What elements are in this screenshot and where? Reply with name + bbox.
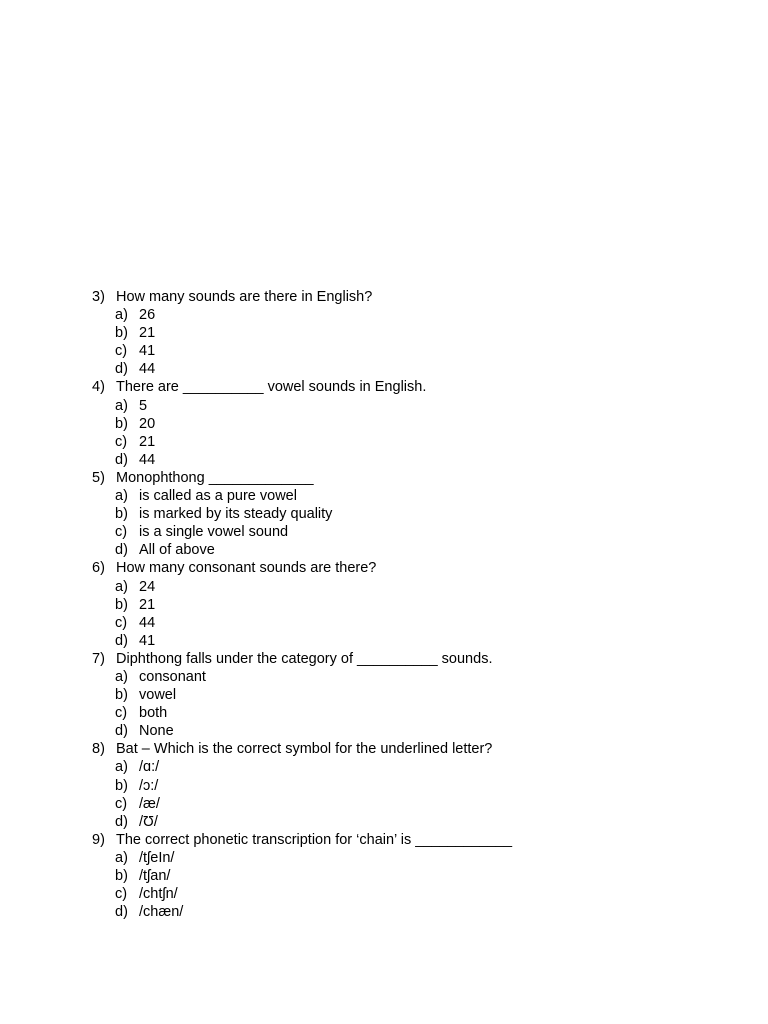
option-text: 26 <box>139 307 156 324</box>
question-text: The correct phonetic transcription for ‘chain’ is ____________ <box>116 831 513 848</box>
option-letter: d) <box>115 632 128 649</box>
option-item <box>92 813 512 831</box>
option-text: is called as a pure vowel <box>139 488 297 505</box>
option-text: /æ/ <box>139 795 160 812</box>
question-item <box>92 288 512 378</box>
question-item <box>92 831 512 921</box>
option-text: All of above <box>139 542 215 559</box>
option-list <box>92 758 512 830</box>
option-text: 41 <box>139 343 156 360</box>
option-text: 21 <box>139 325 156 342</box>
option-text: 44 <box>139 451 156 468</box>
option-item <box>92 614 512 632</box>
option-item <box>92 505 512 523</box>
question-text: How many sounds are there in English? <box>116 289 373 305</box>
option-item <box>92 324 512 342</box>
option-item <box>92 596 512 614</box>
question-text-line <box>92 559 512 577</box>
option-item <box>92 523 512 541</box>
question-item <box>92 559 512 649</box>
option-text: /tʃan/ <box>139 868 171 884</box>
question-text: Diphthong falls under the category of __________ sounds. <box>116 650 493 667</box>
option-letter: d) <box>115 542 128 559</box>
option-letter: a) <box>115 759 128 776</box>
option-text: /tʃeIn/ <box>139 849 175 866</box>
option-item <box>92 433 512 451</box>
option-item <box>92 704 512 722</box>
option-letter: a) <box>115 488 128 505</box>
option-item <box>92 360 512 378</box>
option-letter: d) <box>115 904 128 921</box>
option-letter: d) <box>115 361 128 378</box>
option-letter: a) <box>115 307 128 324</box>
question-number: 5) <box>92 469 105 486</box>
question-text-line <box>92 740 512 758</box>
option-item <box>92 306 512 324</box>
option-letter: d) <box>115 813 128 830</box>
option-letter: a) <box>115 397 128 414</box>
option-item <box>92 885 512 903</box>
option-item <box>92 487 512 505</box>
question-item <box>92 650 512 740</box>
option-text: 20 <box>139 415 156 432</box>
option-item <box>92 342 512 360</box>
option-letter: c) <box>115 433 128 450</box>
option-text: 44 <box>139 614 156 631</box>
option-letter: c) <box>115 614 128 631</box>
option-letter: a) <box>115 578 128 595</box>
option-text: both <box>139 705 168 722</box>
question-item <box>92 740 512 830</box>
option-letter: c) <box>115 886 128 903</box>
question-number: 4) <box>92 379 105 396</box>
question-number: 6) <box>92 560 105 577</box>
question-text: How many consonant sounds are there? <box>116 560 377 577</box>
option-text: /Ʊ/ <box>139 813 158 830</box>
option-list <box>92 668 512 740</box>
option-list <box>92 306 512 378</box>
option-letter: c) <box>115 795 128 812</box>
option-letter: b) <box>115 868 128 884</box>
option-text: 21 <box>139 433 156 450</box>
option-letter: b) <box>115 325 128 342</box>
option-list <box>92 578 512 650</box>
option-item <box>92 541 512 559</box>
question-number: 9) <box>92 831 105 848</box>
question-text: Bat – Which is the correct symbol for the underlined letter? <box>116 741 493 758</box>
option-item <box>92 903 512 921</box>
option-letter: d) <box>115 451 128 468</box>
option-item <box>92 578 512 596</box>
option-letter: a) <box>115 668 128 685</box>
question-text: There are __________ vowel sounds in English. <box>116 379 427 396</box>
option-letter: b) <box>115 415 128 432</box>
option-list <box>92 487 512 559</box>
option-item <box>92 758 512 776</box>
option-text: 5 <box>139 397 148 414</box>
option-text: /ɔ:/ <box>139 777 159 794</box>
option-text: /chæn/ <box>139 904 184 921</box>
question-text-line <box>92 469 512 487</box>
option-item <box>92 632 512 650</box>
option-item <box>92 397 512 415</box>
question-text: Monophthong _____________ <box>116 469 314 486</box>
option-text: is a single vowel sound <box>139 524 289 541</box>
question-text-line <box>92 378 512 396</box>
option-letter: c) <box>115 524 128 541</box>
option-letter: b) <box>115 687 128 704</box>
question-text-line <box>92 831 512 849</box>
option-item <box>92 415 512 433</box>
option-text: None <box>139 723 174 740</box>
option-text: 44 <box>139 361 156 378</box>
option-text: consonant <box>139 668 206 685</box>
question-number: 8) <box>92 741 105 758</box>
option-item <box>92 451 512 469</box>
option-item <box>92 722 512 740</box>
option-letter: b) <box>115 596 128 613</box>
option-text: 24 <box>139 578 156 595</box>
option-text: 41 <box>139 632 156 649</box>
option-list <box>92 397 512 469</box>
option-letter: c) <box>115 705 128 722</box>
option-item <box>92 849 512 867</box>
option-item <box>92 668 512 686</box>
option-text: is marked by its steady quality <box>139 506 333 523</box>
question-list <box>92 288 512 921</box>
option-text: 21 <box>139 596 156 613</box>
question-number: 3) <box>92 289 105 305</box>
question-item <box>92 469 512 559</box>
option-text: vowel <box>139 687 177 704</box>
option-letter: b) <box>115 777 128 794</box>
option-letter: c) <box>115 343 128 360</box>
option-letter: b) <box>115 506 128 523</box>
option-letter: a) <box>115 849 128 866</box>
question-item <box>92 378 512 468</box>
option-item <box>92 867 512 885</box>
question-text-line <box>92 650 512 668</box>
option-item <box>92 686 512 704</box>
option-item <box>92 795 512 813</box>
option-letter: d) <box>115 723 128 740</box>
option-list <box>92 849 512 921</box>
option-item <box>92 777 512 795</box>
option-text: /chtʃn/ <box>139 886 178 903</box>
question-number: 7) <box>92 650 105 667</box>
question-text-line <box>92 288 512 306</box>
option-text: /ɑ:/ <box>139 759 160 776</box>
